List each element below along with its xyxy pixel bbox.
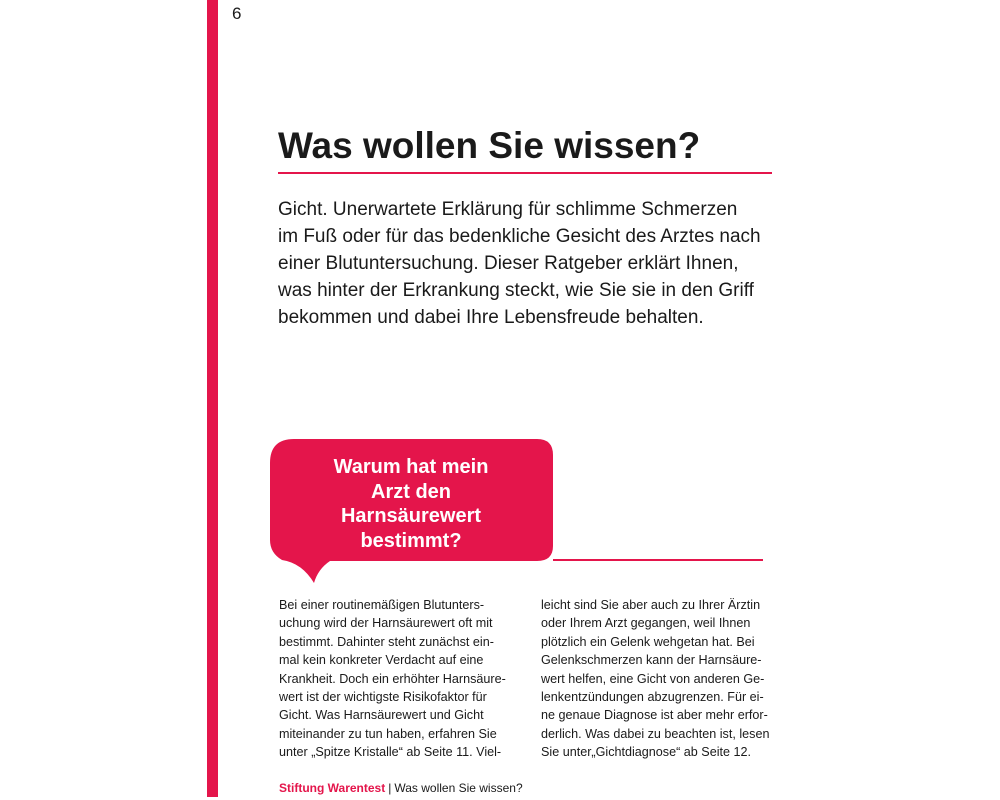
page-footer <box>279 781 523 796</box>
speech-bubble-rule <box>553 559 763 561</box>
footer-separator: | <box>388 781 392 795</box>
footer-section-title: Was wollen Sie wissen? <box>394 781 523 795</box>
body-column-right: leicht sind Sie aber auch zu Ihrer Ärztin oder Ihrem Arzt gegangen, weil Ihnen plötzlich ein Gelenk wehgetan hat. Bei Gelenkschmerzen kann der Harnsäure- wert helfen, eine Gicht von anderen Ge- lenkentzündungen abzugrenzen. Für ei- ne genaue Diagnose ist aber mehr erfor- derlich. Was dabei zu beachten ist, lesen Sie unter„Gichtdiagnose“ ab Seite 12. <box>541 598 770 760</box>
body-column-left: Bei einer routinemäßigen Blutunters- uchung wird der Harnsäurewert oft mit bestimmt. Dahinter steht zunächst ein- mal kein konkreter Verdacht auf eine Krankheit. Doch ein erhöhter Harnsäure- wert ist der wichtigste Risikofaktor für Gicht. Was Harnsäurewert und Gicht miteinander zu tun haben, erfahren Sie unter „Spitze Kristalle“ ab Seite 11. Viel- <box>279 598 506 760</box>
page-number: 6 <box>232 4 242 23</box>
question-heading: Warum hat mein Arzt den Harnsäurewert bestimmt? <box>333 456 489 552</box>
page-title: Was wollen Sie wissen? <box>278 125 701 166</box>
intro-paragraph: Gicht. Unerwartete Erklärung für schlimme Schmerzen im Fuß oder für das bedenkliche Gesicht des Arztes nach einer Blutuntersuchung. Dieser Ratgeber erklärt Ihnen, was hinter der Erkrankung steckt, wie Sie sie in den Griff bekommen und dabei Ihre Lebensfreude behalten. <box>278 199 761 328</box>
footer-brand: Stiftung Warentest <box>279 781 386 795</box>
